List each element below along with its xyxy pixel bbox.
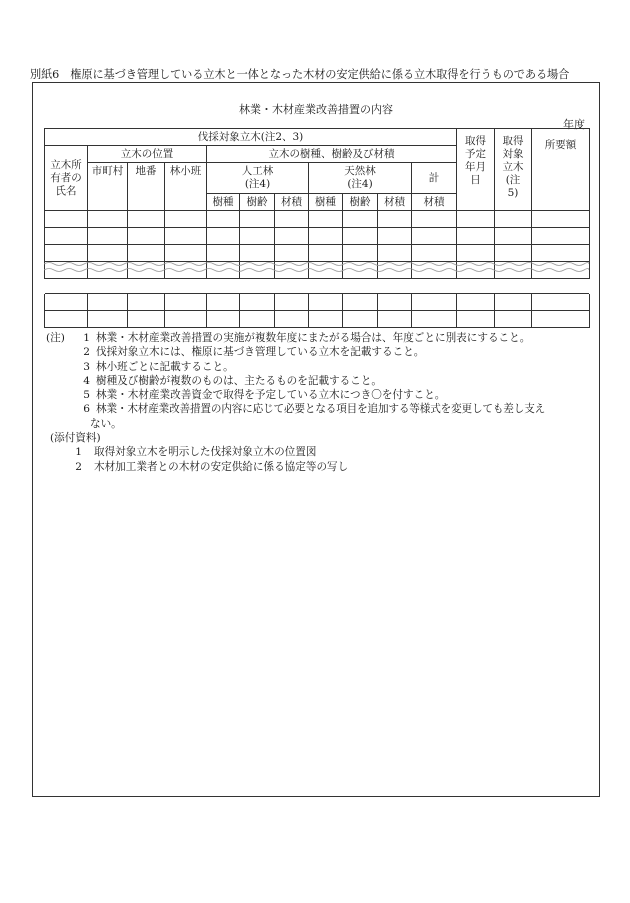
planted-age-header: 樹齢 xyxy=(240,194,275,211)
note-item xyxy=(46,388,594,402)
table-break xyxy=(45,279,590,294)
attachments-label: (添付資料) xyxy=(50,432,101,445)
note-text: 伐採対象立木には、権原に基づき管理している立木を記載すること。 xyxy=(96,346,425,359)
attachment-number: 1 xyxy=(75,446,82,459)
note-number: 1 xyxy=(83,332,90,344)
attachment-item xyxy=(46,460,594,474)
natural-age-header: 樹齢 xyxy=(343,194,378,211)
break-wave-top xyxy=(44,261,589,273)
lot-number-header: 地番 xyxy=(128,163,165,211)
felling-target-header: 伐採対象立木(注2、3) xyxy=(45,129,457,146)
note-text: 林業・木材産業改善措置の内容に応じて必要となる項目を追加する等様式を変更しても差し支え xyxy=(96,403,546,416)
planted-forest-label: 人工林 xyxy=(241,165,274,177)
attachment-text: 木材加工業者との木材の安定供給に係る協定等の写し xyxy=(94,460,349,473)
natural-volume-header: 材積 xyxy=(378,194,412,211)
owner-header xyxy=(45,146,88,211)
note-text: 林業・木材産業改善措置の実施が複数年度にまたがる場合は、年度ごとに別表にすること。 xyxy=(96,332,531,344)
natural-species-header: 樹種 xyxy=(309,194,343,211)
target-tree-header xyxy=(495,129,532,211)
note-continuation xyxy=(46,417,594,431)
natural-forest-note: (注4) xyxy=(347,178,373,190)
note-item xyxy=(46,402,594,416)
note-item xyxy=(46,345,594,359)
table-row xyxy=(45,245,590,262)
notes-label: (注) xyxy=(46,332,65,344)
note-text: 林業・木材産業改善資金で取得を予定している立木につき〇を付すこと。 xyxy=(96,389,446,402)
note-text: 樹種及び樹齢が複数のものは、主たるものを記載すること。 xyxy=(96,374,383,387)
location-header: 立木の位置 xyxy=(88,146,207,163)
note-text: ない。 xyxy=(90,417,122,430)
owner-text: 立木所有者の氏名 xyxy=(50,158,82,197)
form-frame xyxy=(32,82,600,797)
note-item xyxy=(46,331,594,345)
sub-compartment-header: 林小班 xyxy=(165,163,207,211)
note-item xyxy=(46,360,594,374)
planted-volume-header: 材積 xyxy=(275,194,309,211)
planted-forest-header xyxy=(207,163,309,194)
total-volume-header: 材積 xyxy=(412,194,457,211)
form-header: 別紙6 権原に基づき管理している立木と一体となった木材の安定供給に係る立木取得を行うものである場合 xyxy=(30,68,570,81)
municipality-header: 市町村 xyxy=(88,163,128,211)
attachment-item xyxy=(46,445,594,459)
species-age-volume-header: 立木の樹種、樹齢及び材積 xyxy=(207,146,457,163)
table-row xyxy=(45,228,590,245)
attachment-number: 2 xyxy=(75,460,82,473)
note-text: 林小班ごとに記載すること。 xyxy=(96,360,234,373)
attachment-text: 取得対象立木を明示した伐採対象立木の位置図 xyxy=(94,446,317,459)
note-number: 2 xyxy=(83,346,90,359)
form-title: 林業・木材産業改善措置の内容 xyxy=(239,103,393,116)
table-row xyxy=(45,211,590,228)
note-number: 6 xyxy=(83,403,90,416)
note-number: 5 xyxy=(83,389,90,402)
notes-section xyxy=(46,331,594,474)
table-row xyxy=(45,294,590,311)
required-amount-header: 所要額 xyxy=(532,129,590,211)
natural-forest-label: 天然林 xyxy=(344,165,376,177)
note-number: 3 xyxy=(83,360,90,373)
note-item xyxy=(46,374,594,388)
table-row xyxy=(45,311,590,328)
natural-forest-header xyxy=(309,163,412,194)
planted-species-header: 樹種 xyxy=(207,194,240,211)
acquisition-date-header xyxy=(457,129,495,211)
fiscal-year-label: 年度 xyxy=(563,118,585,131)
total-header: 計 xyxy=(412,163,457,194)
improvement-measures-table xyxy=(44,128,590,328)
target-tree-text: 取得対象立木(注5) xyxy=(502,135,524,199)
acquisition-date-text: 取得予定年月日 xyxy=(465,135,486,186)
note-number: 4 xyxy=(83,374,90,387)
planted-forest-note: (注4) xyxy=(244,178,271,190)
